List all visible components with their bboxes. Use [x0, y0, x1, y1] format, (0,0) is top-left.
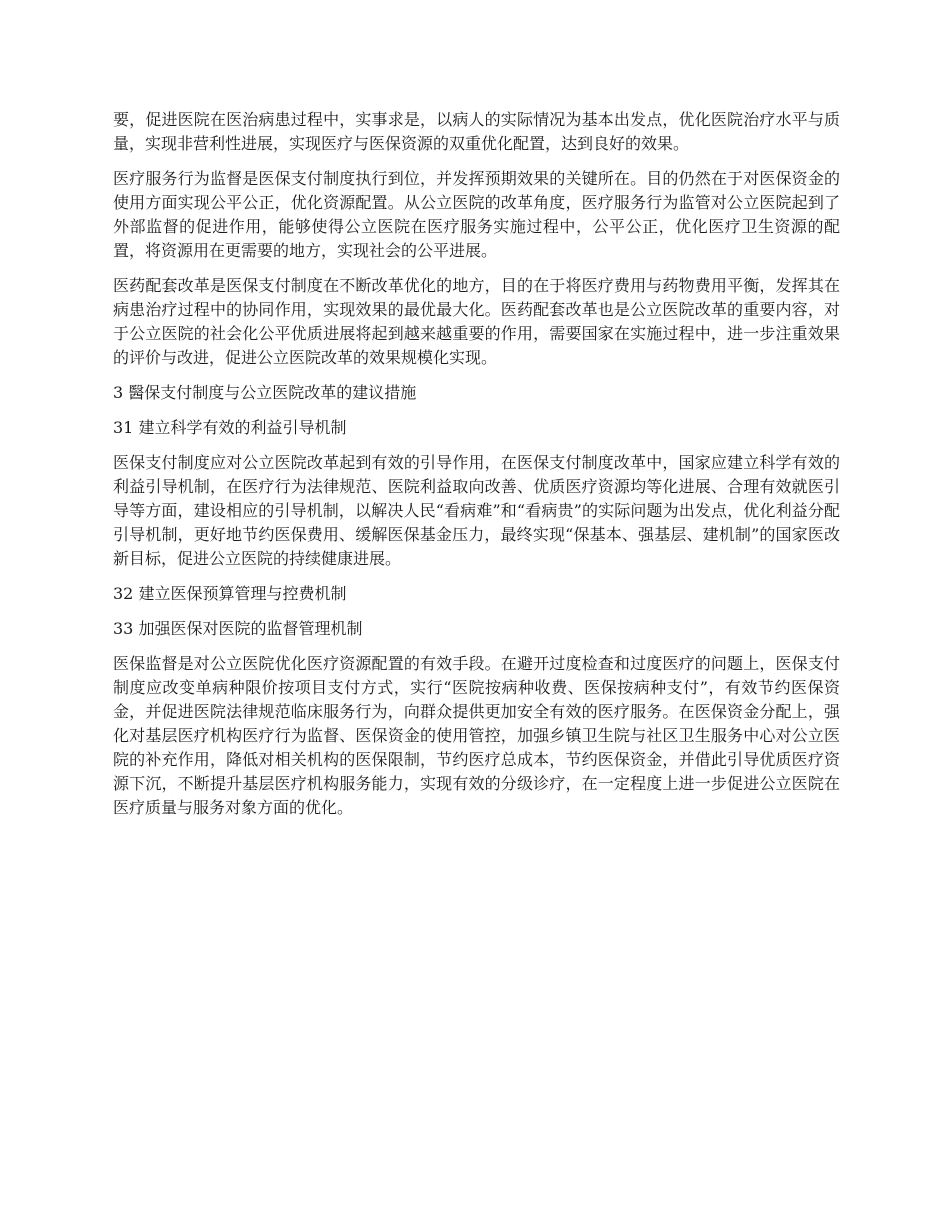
paragraph-supervision-mechanism: 医保监督是对公立医院优化医疗资源配置的有效手段。在避开过度检查和过度医疗的问题上，医保支付制度应改变单病种限价按项目支付方式，实行“医院按病种收费、医保按病种支付”，有效节约医保资金，并促进医院法律规范临床服务行为，向群众提供更加安全有效的医疗服务。在医保资金分配上，强化对基层医疗机构医疗行为监督、医保资金的使用管控，加强乡镇卫生院与社区卫生服务中心对公立医院的补充作用，降低对相关机构的医保限制，节约医疗总成本，节约医保资金，并借此引导优质医疗资源下沉，不断提升基层医疗机构服务能力，实现有效的分级诊疗，在一定程度上进一步促进公立医院在医疗质量与服务对象方面的优化。: [113, 654, 840, 817]
section-heading-3: 3 醫保支付制度与公立医院改革的建议措施: [113, 383, 417, 402]
paragraph-pharma-reform: 医药配套改革是医保支付制度在不断改革优化的地方，目的在于将医疗费用与药物费用平衡，发挥其在病患治疗过程中的协同作用，实现效果的最优最大化。医药配套改革也是公立医院改革的重要内容，对于公立医院的社会化公平优质进展将起到越来越重要的作用，需要国家在实施过程中，进一步注重效果的评价与改进，促进公立医院改革的效果规模化实现。: [113, 276, 840, 367]
document-page: [113, 108, 840, 831]
paragraph-medical-service-supervision: 医疗服务行为监督是医保支付制度执行到位，并发挥预期效果的关键所在。目的仍然在于对医保资金的使用方面实现公平公正，优化资源配置。从公立医院的改革角度，医疗服务行为监管对公立医院起到了外部监督的促进作用，能够使得公立医院在医疗服务实施过程中，公平公正，优化医疗卫生资源的配置，将资源用在更需要的地方，实现社会的公平进展。: [113, 169, 840, 260]
subsection-heading-32: 32 建立医保预算管理与控费机制: [113, 584, 347, 603]
paragraph-intro-continuation: 要，促进医院在医治病患过程中，实事求是，以病人的实际情况为基本出发点，优化医院治疗水平与质量，实现非营利性进展，实现医疗与医保资源的双重优化配置，达到良好的效果。: [113, 110, 840, 153]
subsection-heading-33: 33 加强医保对医院的监督管理机制: [113, 619, 363, 638]
subsection-heading-31: 31 建立科学有效的利益引导机制: [113, 418, 347, 437]
paragraph-interest-guidance: 医保支付制度应对公立医院改革起到有效的引导作用，在医保支付制度改革中，国家应建立科学有效的利益引导机制，在医疗行为法律规范、医院利益取向改善、优质医疗资源均等化进展、合理有效就医引导等方面，建设相应的引导机制，以解决人民“看病难”和“看病贵”的实际问题为出发点，优化利益分配引导机制，更好地节约医保费用、缓解医保基金压力，最终实现“保基本、强基层、建机制”的国家医改新目标，促进公立医院的持续健康进展。: [113, 453, 840, 568]
